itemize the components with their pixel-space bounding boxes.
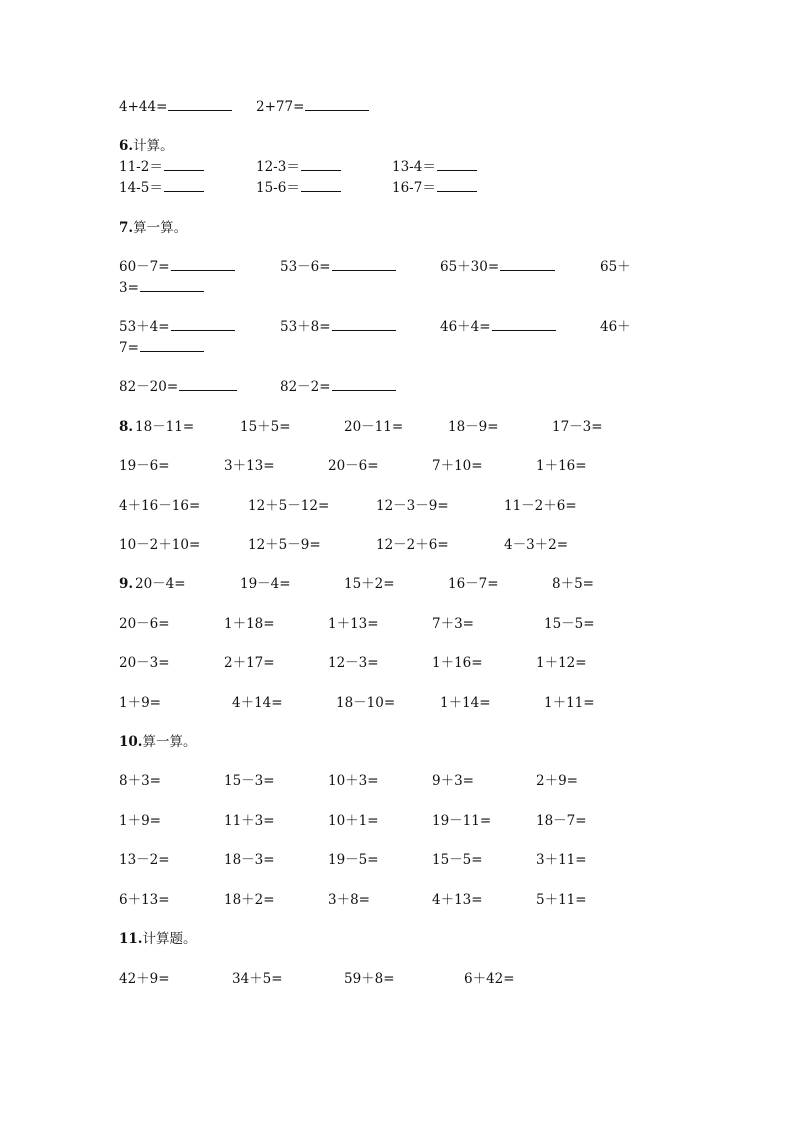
answer-blank[interactable]	[164, 190, 204, 192]
problem: 18－7=	[536, 813, 587, 829]
problem: 2＋17=	[224, 655, 275, 671]
problem: 12－2＋6=	[376, 537, 449, 553]
problem-text: 46＋4=	[440, 319, 491, 335]
problem: 20－4=	[135, 576, 186, 592]
problem	[392, 158, 477, 176]
problem: 12－3=	[328, 655, 379, 671]
problem-text: 3=	[119, 280, 139, 296]
problem	[256, 179, 341, 197]
section-heading-7	[119, 219, 187, 237]
problem: 13－2=	[119, 852, 170, 868]
problem	[119, 279, 204, 297]
problem	[600, 318, 631, 336]
section-number: 11.	[119, 931, 143, 947]
problem-text: 2+77=	[256, 99, 305, 115]
problem: 17－3=	[552, 419, 603, 435]
problem: 8＋3=	[119, 773, 161, 789]
answer-blank[interactable]	[301, 169, 341, 171]
problem: 20－3=	[119, 655, 170, 671]
problem-text: 11-2＝	[119, 159, 163, 175]
problem: 9＋3=	[432, 773, 474, 789]
problem: 15－5=	[432, 852, 483, 868]
problem: 1＋14=	[440, 695, 491, 711]
problem-text: 16-7＝	[392, 180, 436, 196]
problem: 4＋16－16=	[119, 498, 201, 514]
problem-text: 53＋8=	[280, 319, 331, 335]
answer-blank[interactable]	[168, 109, 232, 111]
problem: 6＋13=	[119, 892, 170, 908]
problem	[119, 98, 232, 116]
answer-blank[interactable]	[140, 350, 204, 352]
problem: 34＋5=	[232, 971, 283, 987]
problem	[280, 378, 396, 396]
problem	[119, 318, 235, 336]
section-number: 7.	[119, 220, 134, 236]
problem: 3＋13=	[224, 458, 275, 474]
problem	[119, 339, 204, 357]
problem: 18－3=	[224, 852, 275, 868]
answer-blank[interactable]	[164, 169, 204, 171]
problem: 1＋12=	[536, 655, 587, 671]
problem	[600, 258, 631, 276]
section-title: 计算题。	[142, 931, 197, 947]
problem-text: 53－6=	[280, 259, 331, 275]
problem: 1＋18=	[224, 616, 275, 632]
problem: 19－11=	[432, 813, 492, 829]
problem: 12＋5－9=	[248, 537, 321, 553]
problem: 12－3－9=	[376, 498, 449, 514]
problem: 4＋14=	[232, 695, 283, 711]
problem: 7＋10=	[432, 458, 483, 474]
problem: 3＋11=	[536, 852, 587, 868]
problem: 1＋13=	[328, 616, 379, 632]
answer-blank[interactable]	[500, 269, 555, 271]
problem: 1＋16=	[432, 655, 483, 671]
answer-blank[interactable]	[492, 329, 556, 331]
problem	[440, 318, 556, 336]
problem: 15－5=	[544, 616, 595, 632]
problem: 12＋5－12=	[248, 498, 330, 514]
problem	[119, 179, 204, 197]
section-heading-6	[119, 137, 174, 155]
problem: 20－6=	[119, 616, 170, 632]
problem: 59＋8=	[344, 971, 395, 987]
answer-blank[interactable]	[140, 290, 204, 292]
problem: 2＋9=	[536, 773, 578, 789]
section-number-8: 8.	[119, 419, 134, 435]
answer-blank[interactable]	[305, 109, 369, 111]
problem: 15＋2=	[344, 576, 395, 592]
problem-text: 46＋	[600, 319, 631, 335]
problem: 16－7=	[448, 576, 499, 592]
answer-blank[interactable]	[179, 389, 237, 391]
problem: 20－11=	[344, 419, 404, 435]
problem: 10－2＋10=	[119, 537, 201, 553]
problem-text: 13-4＝	[392, 159, 436, 175]
problem	[256, 98, 369, 116]
problem-text: 7=	[119, 340, 139, 356]
problem: 1＋11=	[544, 695, 595, 711]
problem	[280, 318, 396, 336]
section-title: 算一算。	[142, 734, 197, 750]
problem	[119, 378, 237, 396]
problem-text: 14-5＝	[119, 180, 163, 196]
problem	[119, 258, 235, 276]
problem: 7＋3=	[432, 616, 474, 632]
problem-text: 65＋30=	[440, 259, 500, 275]
answer-blank[interactable]	[437, 190, 477, 192]
problem: 1＋9=	[119, 695, 161, 711]
problem	[280, 258, 396, 276]
section-heading-10	[119, 733, 197, 751]
problem: 4＋13=	[432, 892, 483, 908]
problem: 1＋9=	[119, 813, 161, 829]
section-title: 计算。	[133, 138, 174, 154]
problem: 3＋8=	[328, 892, 370, 908]
section-heading-11	[119, 930, 197, 948]
problem: 15＋5=	[240, 419, 291, 435]
problem-text: 65＋	[600, 259, 631, 275]
section-title: 算一算。	[133, 220, 188, 236]
problem: 11＋3=	[224, 813, 275, 829]
answer-blank[interactable]	[332, 269, 396, 271]
problem: 18＋2=	[224, 892, 275, 908]
problem: 19－5=	[328, 852, 379, 868]
problem-text: 15-6＝	[256, 180, 300, 196]
problem: 20－6=	[328, 458, 379, 474]
problem: 8＋5=	[552, 576, 594, 592]
problem	[256, 158, 341, 176]
problem: 19－6=	[119, 458, 170, 474]
section-number: 10.	[119, 734, 143, 750]
problem-text: 12-3＝	[256, 159, 300, 175]
section-number-9: 9.	[119, 576, 134, 592]
problem: 18－9=	[448, 419, 499, 435]
problem: 19－4=	[240, 576, 291, 592]
answer-blank[interactable]	[437, 169, 477, 171]
problem: 18－10=	[336, 695, 396, 711]
problem: 4－3＋2=	[504, 537, 569, 553]
problem	[392, 179, 477, 197]
answer-blank[interactable]	[171, 329, 235, 331]
problem: 15－3=	[224, 773, 275, 789]
problem	[119, 158, 204, 176]
answer-blank[interactable]	[332, 389, 396, 391]
problem: 1＋16=	[536, 458, 587, 474]
problem: 18－11=	[135, 419, 195, 435]
problem: 10＋1=	[328, 813, 379, 829]
problem-text: 60－7=	[119, 259, 170, 275]
problem-text: 82－20=	[119, 379, 179, 395]
answer-blank[interactable]	[332, 329, 396, 331]
answer-blank[interactable]	[301, 190, 341, 192]
answer-blank[interactable]	[171, 269, 235, 271]
problem: 42＋9=	[119, 971, 170, 987]
problem: 10＋3=	[328, 773, 379, 789]
problem: 11－2＋6=	[504, 498, 577, 514]
section-number: 6.	[119, 138, 134, 154]
problem: 6＋42=	[464, 971, 515, 987]
problem: 5＋11=	[536, 892, 587, 908]
problem-text: 82－2=	[280, 379, 331, 395]
problem-text: 4+44=	[119, 99, 168, 115]
problem-text: 53＋4=	[119, 319, 170, 335]
problem	[440, 258, 555, 276]
